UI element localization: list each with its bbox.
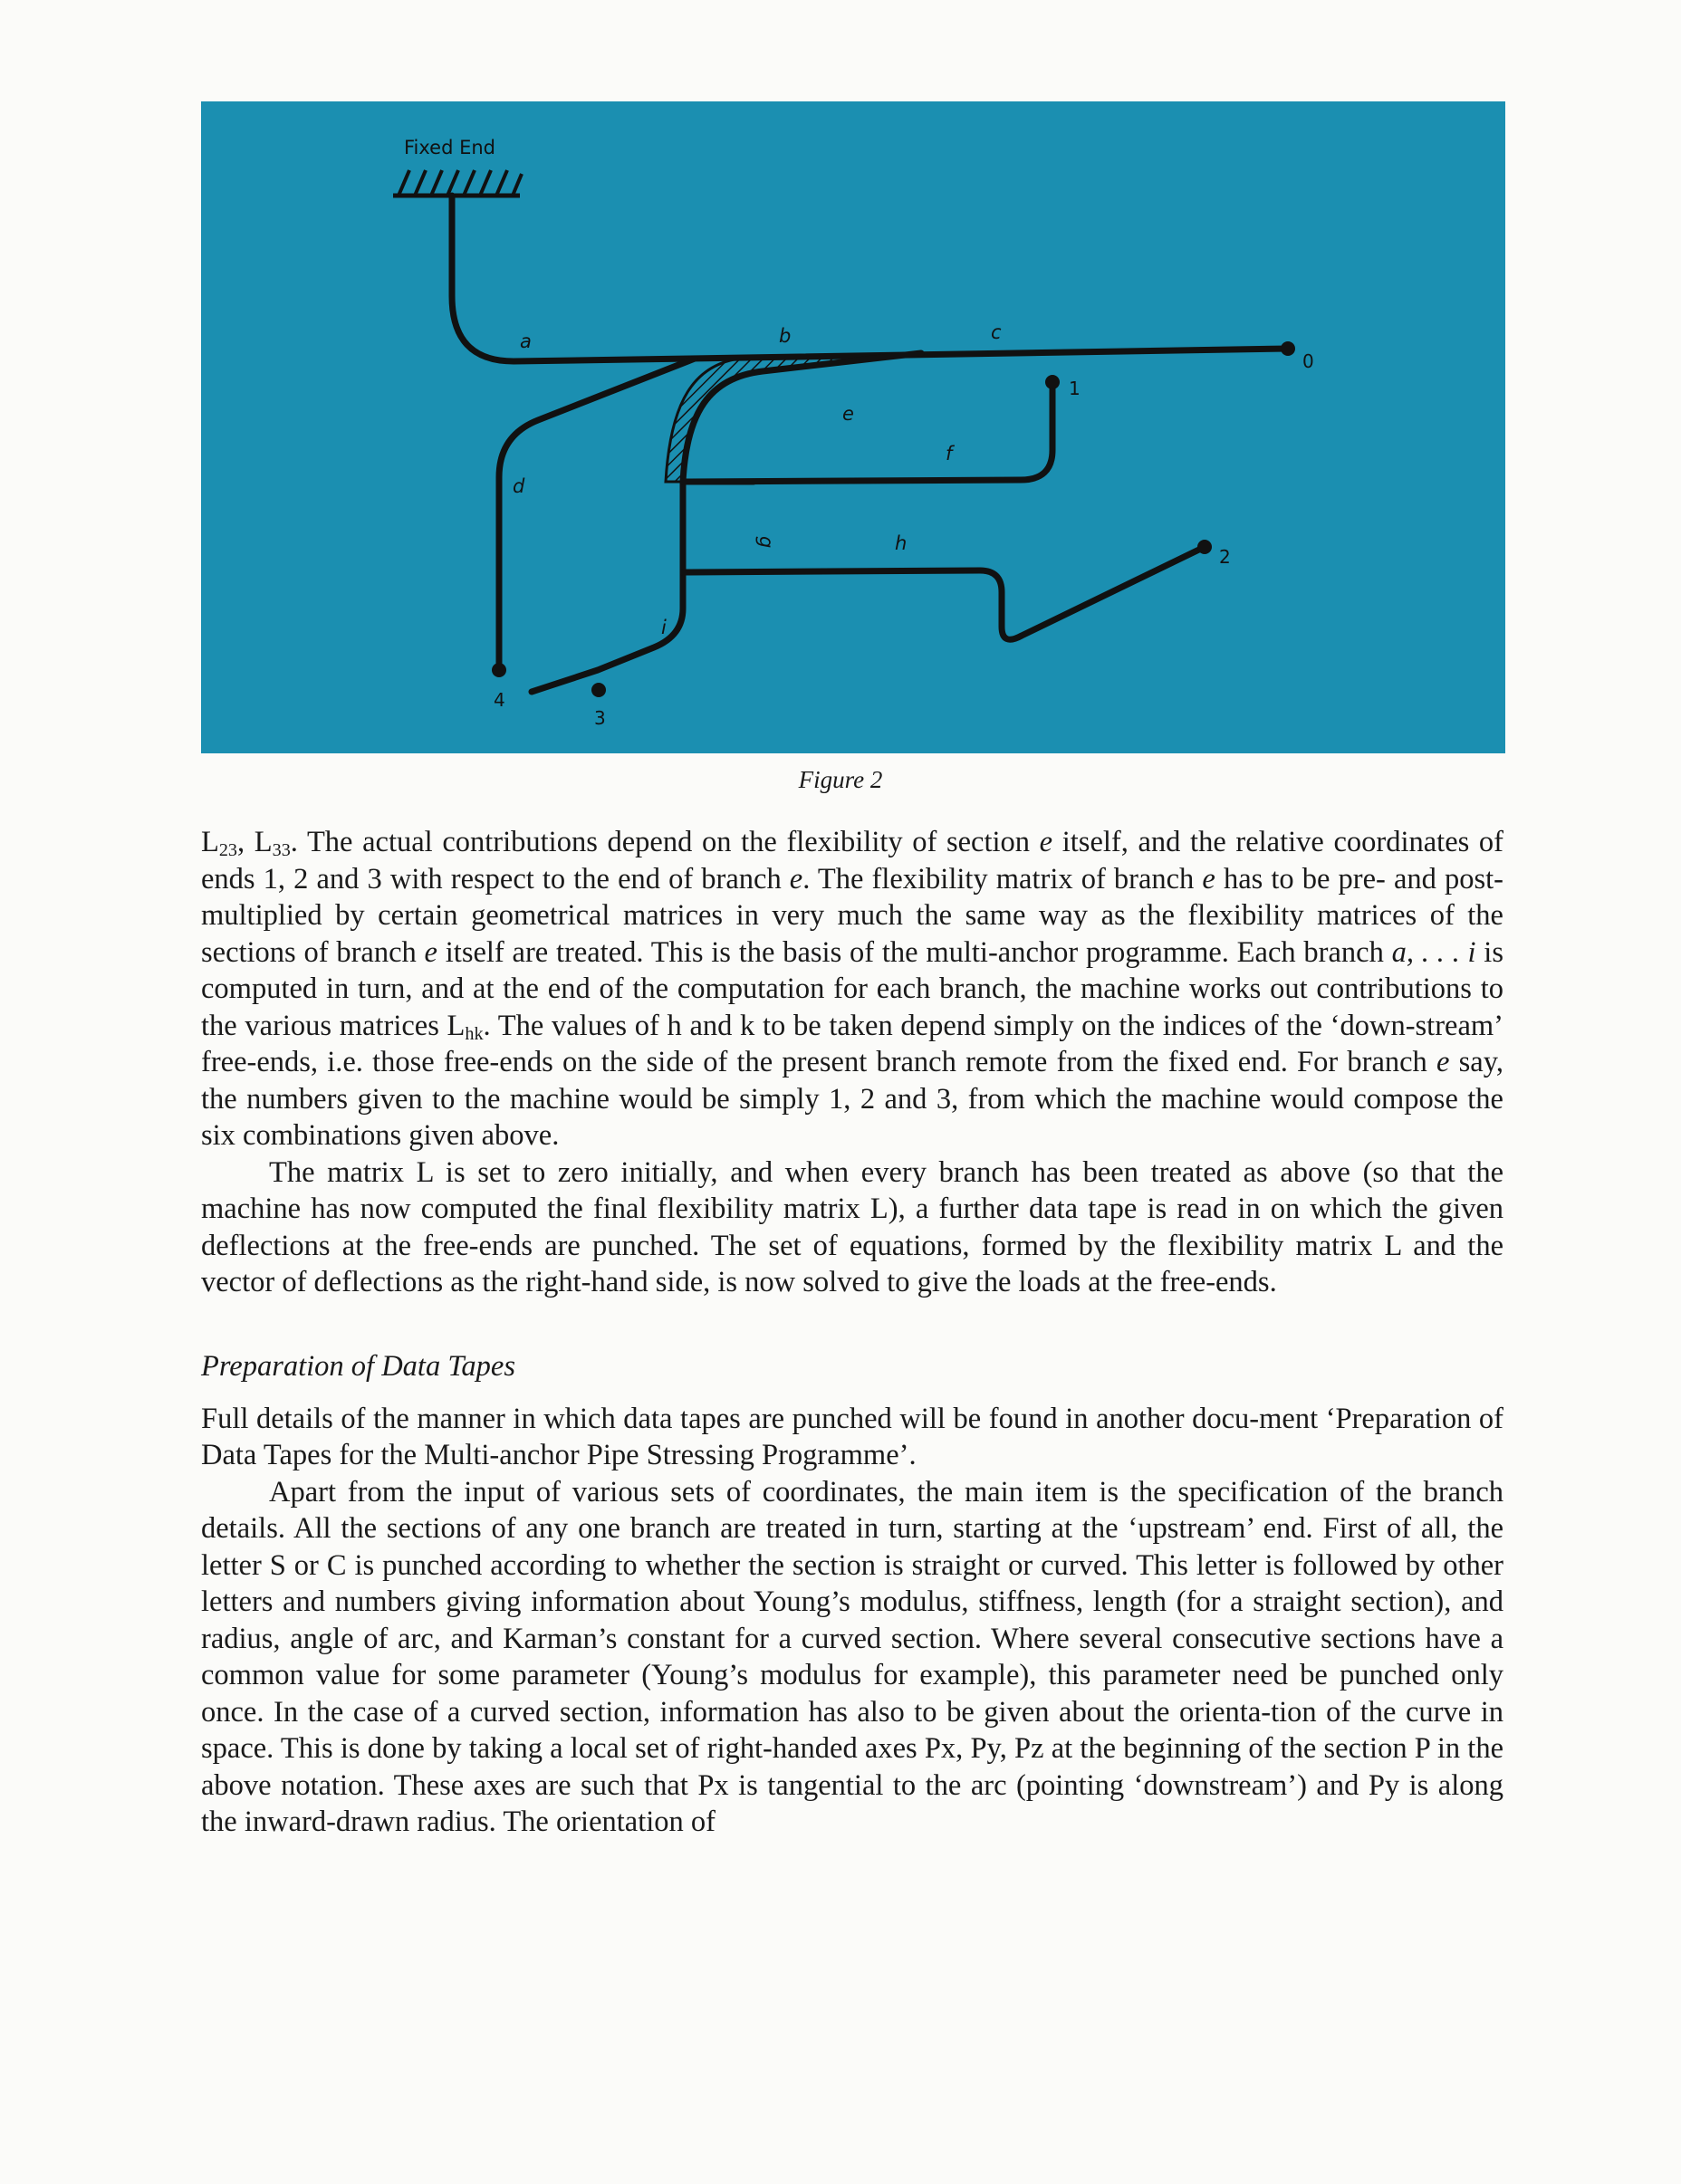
italic-symbol: e	[1039, 826, 1053, 858]
pipe-network-diagram	[201, 101, 1505, 753]
matrix-symbol: L	[201, 826, 219, 858]
branch-label-i: i	[661, 617, 667, 638]
section-heading: Preparation of Data Tapes	[201, 1349, 515, 1383]
italic-symbol: e	[424, 935, 437, 969]
branch-a-b-c	[452, 196, 1288, 361]
matrix-symbol: L	[254, 826, 273, 858]
text-run: . The values of h and k to be taken depend simply on the indices of the ‘down-stream’ free-ends, i.e. those free-ends on the side of the present branch remote from the fixed end. For branch	[201, 1009, 1503, 1078]
text-run: say, the numbers given to the machine would be simply 1, 2 and 3, from which the machine would compose the six combinations given above.	[201, 1046, 1503, 1152]
end-2-marker	[1197, 540, 1212, 554]
italic-symbol: a, . . . i	[1391, 935, 1476, 969]
paragraph-2: The matrix L is set to zero initially, and when every branch has been treated as above (so that the machine has now computed the final flexibility matrix L), a further data tape is read in on which the given deflections at the free-ends are punched. The set of equations, formed by the flexibility matrix L and the vector of deflections as the right-hand side, is now solved to give the loads at the free-ends.	[201, 1155, 1503, 1298]
text-run: itself are treated. This is the basis of the multi-anchor programme. Each branch	[437, 935, 1392, 969]
end-4-marker	[492, 663, 506, 677]
paragraph-1	[201, 824, 1503, 1154]
branch-label-c: c	[991, 321, 1002, 343]
pipe-network-figure	[201, 101, 1505, 753]
branch-h	[683, 547, 1205, 639]
text-run: . The flexibility matrix of branch	[802, 862, 1203, 896]
end-label-0: 0	[1302, 350, 1314, 372]
branch-f	[683, 387, 1052, 482]
paragraph-4: Apart from the input of various sets of coordinates, the main item is the specification of the branch details. All the sections of any one branch are treated in turn, starting at the ‘upstream’ end. First of all, the letter S or C is punched according to whether the section is straight or curved. This letter is followed by other letters and numbers giving information about Young’s modulus, stiffness, length (for a straight section), and radius, angle of arc, and Karman’s constant for a curved section. Where several consecutive sections have a common value for some parameter (Young’s modulus for example), this parameter need be punched only once. In the case of a curved section, information has also to be given about the orienta-tion of the curve in space. This is done by taking a local set of right-handed axes Px, Py, Pz at the beginning of the section P in the above notation. These axes are such that Px is tangential to the arc (pointing ‘downstream’) and Py is along the inward-drawn radius. The orientation of	[201, 1475, 1503, 1838]
end-label-4: 4	[494, 689, 505, 711]
branch-label-d: d	[513, 475, 525, 497]
subscript: 23	[218, 840, 237, 861]
end-3-marker	[591, 683, 606, 697]
branch-label-f: f	[946, 443, 953, 465]
branch-label-g: g	[755, 536, 777, 549]
subscript: 33	[272, 840, 291, 861]
end-label-1: 1	[1069, 378, 1081, 399]
italic-symbol: e	[1202, 862, 1215, 896]
text-run: itself, and the relative coordinates of ends 1, 2 and 3 with respect to the end of branch	[201, 826, 1503, 896]
branch-label-e: e	[842, 403, 854, 425]
text-run: has to be pre- and post-multiplied by certain geometrical matrices in very much the same way as the flexibility matrices of the sections of branch	[201, 862, 1503, 969]
text-run: is computed in turn, and at the end of the computation for each branch, the machine works out contributions to the various matrices L	[201, 935, 1503, 1042]
end-label-3: 3	[594, 707, 606, 729]
branch-e-hatch	[666, 353, 918, 482]
fixed-end-anchor	[393, 170, 522, 196]
figure-caption: Figure 2	[798, 766, 883, 793]
body-text	[201, 824, 1503, 1841]
branch-label-h: h	[895, 532, 908, 554]
fixed-end-label: Fixed End	[404, 137, 496, 158]
subscript: hk	[465, 1023, 484, 1044]
italic-symbol: e	[1436, 1046, 1450, 1078]
branch-g-i	[532, 482, 683, 692]
text-run: ,	[237, 826, 255, 858]
italic-symbol: e	[789, 862, 803, 896]
text-run: . The actual contributions depend on the flexibility of section	[290, 826, 1040, 858]
branch-label-b: b	[779, 325, 792, 347]
end-0-marker	[1281, 341, 1295, 356]
end-label-2: 2	[1219, 546, 1231, 568]
paragraph-3: Full details of the manner in which data tapes are punched will be found in another docu-ment ‘Preparation of Data Tapes for the Multi-anchor Pipe Stressing Programme’.	[201, 1402, 1503, 1471]
branch-label-a: a	[520, 330, 532, 352]
end-1-marker	[1045, 375, 1060, 389]
